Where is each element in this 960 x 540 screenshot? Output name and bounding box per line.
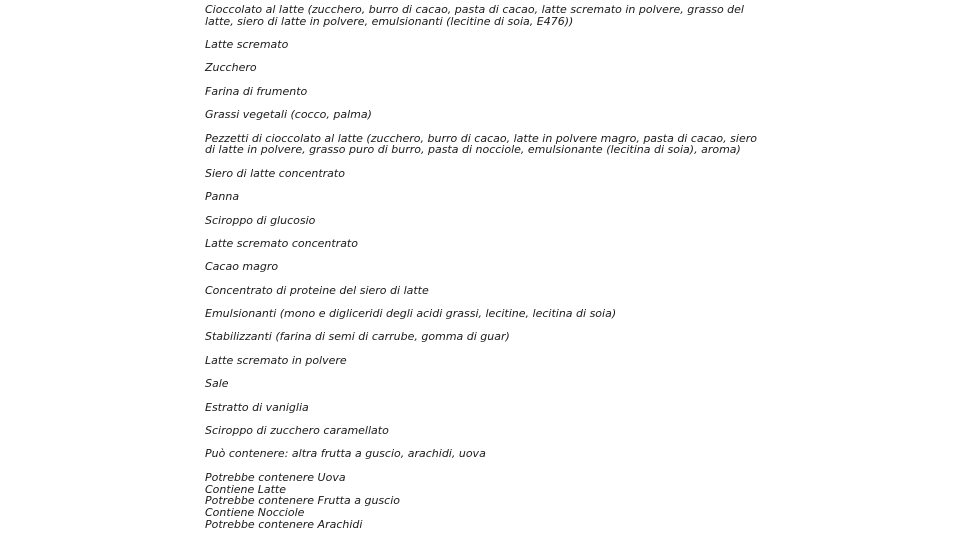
ingredient-item: Zucchero [205,61,257,75]
ingredient-item: Sciroppo di glucosio [205,213,316,227]
ingredient-item: Latte scremato concentrato [205,236,358,250]
ingredient-item: Estratto di vaniglia [205,400,309,414]
ingredient-item: Panna [205,190,240,204]
ingredient-item: Sciroppo di zucchero caramellato [205,424,389,438]
allergen-item: Potrebbe contenere Arachidi [205,517,363,531]
ingredient-item: Cacao magro [205,260,279,274]
allergen-list [205,472,765,531]
ingredient-item: Concentrato di proteine del siero di latte [205,283,429,297]
ingredient-item: Siero di latte concentrato [205,166,345,180]
ingredient-item: Stabilizzanti (farina di semi di carrube, gomma di guar) [205,330,510,344]
allergen-item: Contiene Latte [205,482,287,496]
ingredient-item: Farina di frumento [205,84,308,98]
ingredient-item: Latte scremato [205,38,289,52]
ingredient-item: Grassi vegetali (cocco, palma) [205,108,372,122]
ingredient-item: Pezzetti di cioccolato al latte (zucchero, burro di cacao, latte in polvere magro, pasta di cacao, siero di latte in polvere, grasso puro di burro, pasta di nocciole, emulsionante (lecitina di soia), aroma) [205,131,757,157]
ingredients-document [205,4,765,530]
ingredient-item: Cioccolato al latte (zucchero, burro di cacao, pasta di cacao, latte scremato in polvere, grasso del latte, siero di latte in polvere, emulsionanti (lecitine di soia, E476)) [205,3,744,28]
ingredient-item: Latte scremato in polvere [205,353,347,367]
ingredient-item: Emulsionanti (mono e digliceridi degli acidi grassi, lecitine, lecitina di soia) [205,307,617,321]
allergen-item: Potrebbe contenere Frutta a guscio [205,494,400,508]
ingredient-item: Sale [205,377,229,391]
allergen-item: Contiene Nocciole [205,505,305,519]
may-contain-statement: Può contenere: altra frutta a guscio, arachidi, uova [205,447,486,461]
allergen-item: Potrebbe contenere Uova [205,470,346,484]
